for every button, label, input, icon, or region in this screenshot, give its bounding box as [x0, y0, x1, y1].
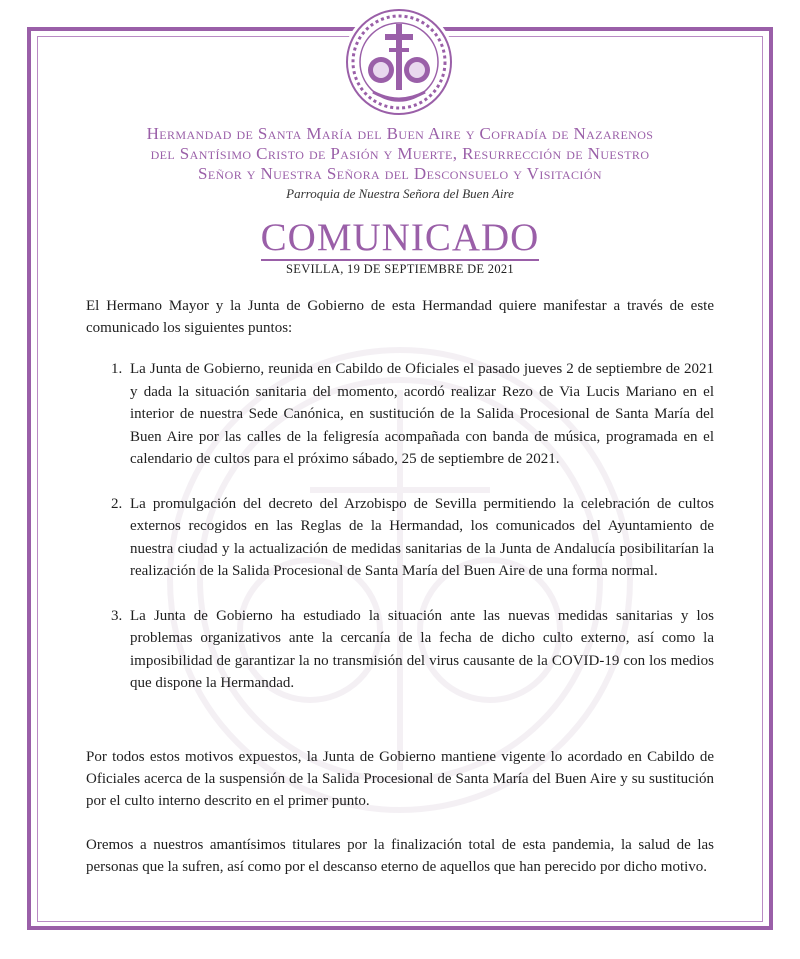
- document-title: [0, 216, 800, 260]
- list-item: 1. La Junta de Gobierno, reunida en Cabildo de Oficiales el pasado jueves 2 de septiembre de 2021 y dada la situación sanitaria del momento, acordó realizar Rezo de Via Lucis Mariano en el interior de nuestra Sede Canónica, en sustitución de la Salida Procesional de Santa María del Buen Aire por las calles de la feligresía acompañada con banda de música, programada en el calendario de cultos para el próximo sábado, 25 de septiembre de 2021.: [126, 358, 714, 471]
- intro-paragraph: El Hermano Mayor y la Junta de Gobierno de esta Hermandad quiere manifestar a través de este comunicado los siguientes puntos:: [86, 298, 714, 336]
- document-title-text: COMUNICADO: [260, 216, 540, 259]
- dateline: SEVILLA, 19 DE SEPTIEMBRE DE 2021: [286, 262, 514, 276]
- brotherhood-crest-icon: [343, 6, 455, 118]
- parish-name: Parroquia de Nuestra Señora del Buen Aire: [286, 186, 514, 201]
- closing-paragraph-1: Por todos estos motivos expuestos, la Junta de Gobierno mantiene vigente lo acordado en Cabildo de Oficiales acerca de la suspensión de la Salida Procesional de Santa María del Buen Aire y su sustitución por el culto interno descrito en el primer punto.: [86, 749, 714, 809]
- header-line-3: Señor y Nuestra Señora del Desconsuelo y Visitación: [198, 164, 602, 183]
- header-line-2: del Santísimo Cristo de Pasión y Muerte, Resurrección de Nuestro: [150, 144, 650, 163]
- points-list: [104, 358, 714, 717]
- list-item: 2. La promulgación del decreto del Arzobispo de Sevilla permitiendo la celebración de cultos externos recogidos en las Reglas de la Hermandad, los comunicados del Ayuntamiento de nuestra ciudad y la actualización de medidas sanitarias de la Junta de Andalucía posibilitarían la realización de la Salida Procesional de Santa María del Buen Aire de una forma normal.: [126, 493, 714, 583]
- list-item: 3. La Junta de Gobierno ha estudiado la situación ante las nuevas medidas sanitarias y los problemas organizativos ante la cercanía de la fecha de dicho culto externo, así como la imposibilidad de garantizar la no transmisión del virus causante de la COVID-19 con los medios que dispone la Hermandad.: [126, 605, 714, 695]
- brotherhood-header: [60, 124, 740, 202]
- closing-paragraph-2: Oremos a nuestros amantísimos titulares por la finalización total de esta pandemia, la salud de las personas que la sufren, así como por el descanso eterno de aquellos que han perecido por dicho motivo.: [86, 837, 714, 875]
- header-line-1: Hermandad de Santa María del Buen Aire y Cofradía de Nazarenos: [146, 124, 654, 143]
